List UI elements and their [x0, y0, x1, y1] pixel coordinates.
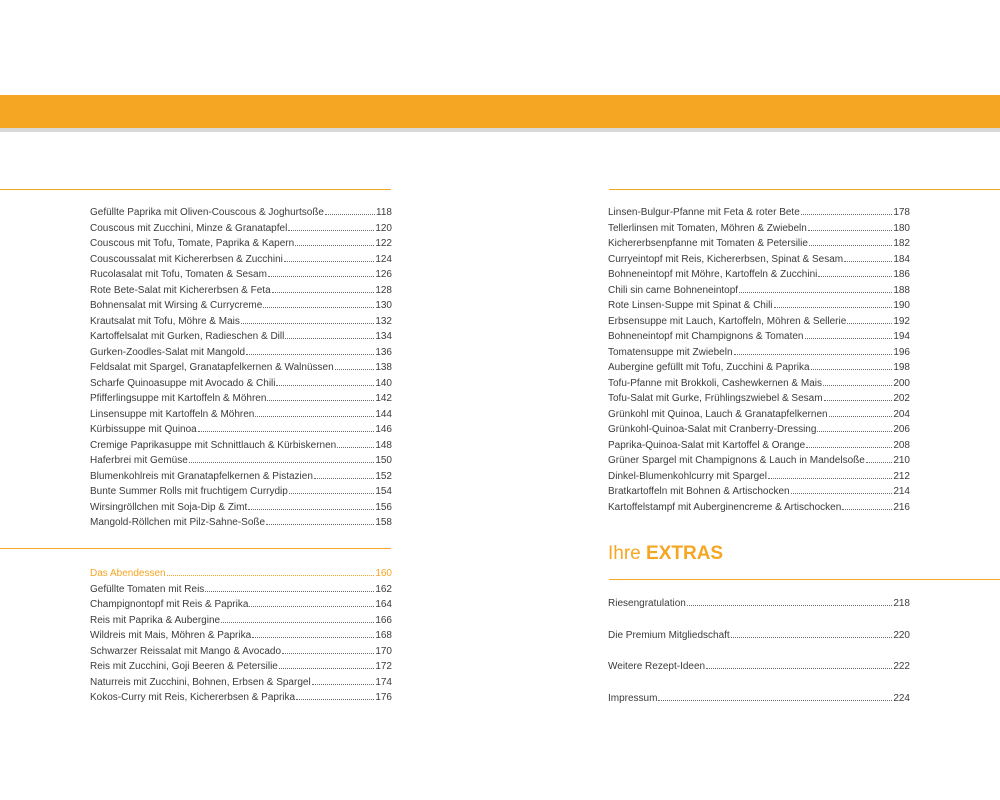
- entry-page: 186: [893, 269, 910, 280]
- entry-title: Paprika-Quinoa-Salat mit Kartoffel & Orange: [608, 439, 806, 451]
- entry-page: 166: [375, 614, 392, 626]
- entry-leader: [325, 214, 375, 215]
- entry-title: Schwarzer Reissalat mit Mango & Avocado: [90, 645, 282, 657]
- extras-entry-rezept-ideen[interactable]: [608, 661, 910, 672]
- toc-entry[interactable]: [90, 298, 392, 314]
- left-top-divider: [0, 189, 391, 190]
- entry-page: 200: [893, 377, 910, 389]
- toc-entry[interactable]: [90, 515, 392, 531]
- entry-page: 216: [893, 501, 910, 513]
- entry-page: 194: [893, 331, 910, 342]
- entry-leader: [818, 276, 892, 277]
- entry-page: 224: [893, 693, 910, 704]
- entry-title: Kichererbsenpfanne mit Tomaten & Petersilie: [608, 238, 808, 249]
- toc-entry[interactable]: [90, 659, 392, 675]
- entry-title: Bunte Summer Rolls mit fruchtigem Currydip: [90, 486, 288, 497]
- entry-title: Naturreis mit Zucchini, Bohnen, Erbsen & Spargel: [90, 676, 311, 688]
- toc-entry[interactable]: [90, 329, 392, 345]
- entry-title: Scharfe Quinoasuppe mit Avocado & Chili: [90, 377, 276, 389]
- entry-leader: [791, 493, 893, 494]
- entry-page: 170: [375, 645, 392, 657]
- entry-leader: [276, 385, 374, 386]
- entry-leader: [252, 637, 374, 638]
- toc-entry[interactable]: [608, 205, 910, 221]
- entry-leader: [808, 230, 893, 231]
- entry-title: Gurken-Zoodles-Salat mit Mangold: [90, 346, 246, 358]
- toc-entry[interactable]: [608, 236, 910, 252]
- entry-leader: [221, 622, 374, 623]
- toc-entry[interactable]: [90, 391, 392, 407]
- entry-page: 150: [375, 455, 392, 466]
- entry-title: Champignontopf mit Reis & Paprika: [90, 599, 249, 610]
- entry-title: Tofu-Pfanne mit Brokkoli, Cashewkernen & Mais: [608, 377, 822, 389]
- entry-title: Feldsalat mit Spargel, Granatapfelkernen & Walnüssen: [90, 362, 334, 373]
- toc-entry[interactable]: [90, 221, 392, 237]
- toc-entry[interactable]: [90, 376, 392, 392]
- toc-entry[interactable]: [90, 345, 392, 361]
- entry-leader: [809, 245, 892, 246]
- entry-title: Chili sin carne Bohneneintopf: [608, 284, 739, 296]
- toc-entry[interactable]: [608, 283, 910, 299]
- toc-entry[interactable]: [608, 267, 910, 283]
- toc-entry[interactable]: [90, 582, 392, 598]
- entry-page: 172: [375, 661, 392, 672]
- toc-entry[interactable]: [90, 675, 392, 691]
- entry-page: 212: [893, 470, 910, 482]
- toc-entry[interactable]: [90, 267, 392, 283]
- entry-title: Tofu-Salat mit Gurke, Frühlingszwiebel & Sesam: [608, 393, 823, 404]
- entry-page: 208: [893, 439, 910, 451]
- entry-leader: [823, 385, 892, 386]
- entry-leader: [811, 369, 893, 370]
- entry-title: Bohneneintopf mit Champignons & Tomaten: [608, 331, 804, 342]
- entry-page: 124: [375, 253, 392, 265]
- entry-leader: [289, 493, 374, 494]
- entry-title: Grünkohl mit Quinoa, Lauch & Granatapfelkernen: [608, 408, 828, 420]
- entry-leader: [266, 524, 374, 525]
- entry-leader: [284, 261, 374, 262]
- entry-page: 126: [375, 269, 392, 280]
- entry-title: Rote Bete-Salat mit Kichererbsen & Feta: [90, 284, 271, 296]
- entry-title: Grünkohl-Quinoa-Salat mit Cranberry-Dressing: [608, 424, 817, 435]
- toc-entry[interactable]: [90, 644, 392, 660]
- entry-leader: [829, 416, 893, 417]
- entry-page: 118: [376, 207, 392, 218]
- entry-page: 160: [375, 568, 392, 579]
- entry-title: Die Premium Mitgliedschaft: [608, 630, 730, 641]
- entry-page: 136: [375, 346, 392, 358]
- top-bar-shadow: [0, 128, 1000, 132]
- entry-title: Bratkartoffeln mit Bohnen & Artischocken: [608, 486, 790, 497]
- extras-heading-prefix: Ihre: [608, 543, 647, 564]
- entry-leader: [844, 261, 892, 262]
- entry-leader: [295, 245, 374, 246]
- entry-page: 188: [893, 284, 910, 296]
- entry-leader: [246, 354, 374, 355]
- entry-page: 202: [893, 393, 910, 404]
- top-accent-bar: [0, 95, 1000, 128]
- toc-entry[interactable]: [90, 252, 392, 268]
- toc-entry[interactable]: [90, 407, 392, 423]
- entry-leader: [842, 509, 892, 510]
- entry-title: Cremige Paprikasuppe mit Schnittlauch & Kürbiskernen: [90, 439, 337, 451]
- entry-leader: [267, 400, 374, 401]
- toc-entry[interactable]: [608, 438, 910, 454]
- entry-page: 146: [375, 424, 392, 435]
- right-extras-divider: [609, 579, 1000, 580]
- entry-leader: [268, 276, 374, 277]
- entry-page: 148: [375, 439, 392, 451]
- entry-title: Bohnensalat mit Wirsing & Currycreme: [90, 300, 263, 311]
- entry-leader: [205, 591, 374, 592]
- entry-title: Wirsingröllchen mit Soja-Dip & Zimt: [90, 501, 248, 513]
- toc-entry[interactable]: [90, 484, 392, 500]
- entry-title: Tomatensuppe mit Zwiebeln: [608, 346, 733, 358]
- entry-leader: [739, 292, 892, 293]
- entry-leader: [189, 462, 375, 463]
- entry-title: Wildreis mit Mais, Möhren & Paprika: [90, 630, 252, 641]
- entry-title: Weitere Rezept-Ideen: [608, 661, 706, 672]
- entry-title: Blumenkohlreis mit Granatapfelkernen & Pistazien: [90, 470, 313, 482]
- entry-leader: [687, 605, 892, 606]
- entry-title: Grüner Spargel mit Champignons & Lauch in Mandelsoße: [608, 455, 865, 466]
- toc-left-section-2: [90, 566, 392, 706]
- entry-page: 192: [893, 315, 910, 327]
- entry-page: 184: [893, 253, 910, 265]
- toc-entry[interactable]: [90, 283, 392, 299]
- toc-entry[interactable]: [608, 221, 910, 237]
- entry-page: 132: [375, 315, 392, 327]
- entry-page: 164: [375, 599, 392, 610]
- toc-entry[interactable]: [608, 329, 910, 345]
- entry-leader: [801, 214, 893, 215]
- entry-title: Kürbissuppe mit Quinoa: [90, 424, 197, 435]
- toc-entry[interactable]: [608, 484, 910, 500]
- toc-entry[interactable]: [90, 205, 392, 221]
- toc-left-section-1: [90, 205, 392, 531]
- toc-entry[interactable]: [90, 690, 392, 706]
- entry-leader: [734, 354, 893, 355]
- toc-entry[interactable]: [90, 236, 392, 252]
- entry-leader: [167, 575, 375, 576]
- entry-title: Couscoussalat mit Kichererbsen & Zucchini: [90, 253, 283, 265]
- entry-leader: [248, 509, 374, 510]
- entry-leader: [288, 230, 374, 231]
- entry-page: 128: [375, 284, 392, 296]
- entry-page: 140: [375, 377, 392, 389]
- toc-entry[interactable]: [90, 314, 392, 330]
- entry-page: 168: [375, 630, 392, 641]
- entry-title: Rote Linsen-Suppe mit Spinat & Chili: [608, 300, 773, 311]
- toc-entry[interactable]: [608, 376, 910, 392]
- toc-entry[interactable]: [608, 453, 910, 469]
- entry-leader: [817, 431, 892, 432]
- entry-title: Reis mit Zucchini, Goji Beeren & Petersilie: [90, 661, 278, 672]
- entry-page: 156: [375, 501, 392, 513]
- extras-heading: [608, 543, 723, 565]
- entry-leader: [731, 637, 893, 638]
- entry-title: Gefüllte Paprika mit Oliven-Couscous & Joghurtsoße: [90, 207, 324, 218]
- entry-page: 162: [375, 583, 392, 595]
- toc-right-section-1: [608, 205, 910, 515]
- entry-leader: [296, 699, 374, 700]
- extras-entry-riesengratulation[interactable]: [608, 598, 910, 609]
- entry-leader: [285, 338, 374, 339]
- entry-leader: [314, 478, 374, 479]
- entry-page: 220: [893, 630, 910, 641]
- entry-title: Linsensuppe mit Kartoffeln & Möhren: [90, 408, 255, 420]
- extras-entry-premium[interactable]: [608, 630, 910, 641]
- entry-title: Dinkel-Blumenkohlcurry mit Spargel: [608, 470, 767, 482]
- entry-page: 152: [375, 470, 392, 482]
- entry-page: 190: [893, 300, 910, 311]
- entry-title: Rucolasalat mit Tofu, Tomaten & Sesam: [90, 269, 267, 280]
- entry-leader: [335, 369, 375, 370]
- toc-entry[interactable]: [608, 252, 910, 268]
- extras-heading-bold: EXTRAS: [646, 543, 724, 564]
- entry-page: 130: [375, 300, 392, 311]
- entry-leader: [824, 400, 893, 401]
- entry-title: Linsen-Bulgur-Pfanne mit Feta & roter Bete: [608, 207, 800, 218]
- toc-entry[interactable]: [90, 469, 392, 485]
- entry-leader: [241, 323, 374, 324]
- entry-leader: [806, 447, 892, 448]
- toc-entry[interactable]: [608, 360, 910, 376]
- entry-leader: [279, 668, 374, 669]
- entry-page: 196: [893, 346, 910, 358]
- entry-leader: [847, 323, 892, 324]
- entry-page: 210: [893, 455, 910, 466]
- entry-page: 180: [893, 222, 910, 234]
- entry-leader: [768, 478, 892, 479]
- entry-title: Aubergine gefüllt mit Tofu, Zucchini & Paprika: [608, 362, 810, 373]
- entry-title: Kokos-Curry mit Reis, Kichererbsen & Paprika: [90, 692, 296, 703]
- entry-title: Kartoffelstampf mit Auberginencreme & Artischocken: [608, 501, 842, 513]
- entry-title: Haferbrei mit Gemüse: [90, 455, 188, 466]
- entry-title: Kartoffelsalat mit Gurken, Radieschen & Dill: [90, 331, 285, 342]
- toc-entry[interactable]: [90, 628, 392, 644]
- entry-title: Mangold-Röllchen mit Pilz-Sahne-Soße: [90, 517, 266, 528]
- entry-page: 214: [893, 486, 910, 497]
- extras-entry-impressum[interactable]: [608, 693, 910, 704]
- entry-title: Erbsensuppe mit Lauch, Kartoffeln, Möhren & Sellerie: [608, 315, 847, 327]
- entry-title: Curryeintopf mit Reis, Kichererbsen, Spinat & Sesam: [608, 253, 844, 265]
- entry-title: Tellerlinsen mit Tomaten, Möhren & Zwiebeln: [608, 222, 807, 234]
- entry-leader: [272, 292, 375, 293]
- entry-page: 204: [893, 408, 910, 420]
- toc-entry[interactable]: [90, 597, 392, 613]
- entry-leader: [312, 684, 375, 685]
- entry-leader: [282, 653, 374, 654]
- toc-entry[interactable]: [90, 438, 392, 454]
- entry-leader: [337, 447, 374, 448]
- toc-entry[interactable]: [608, 407, 910, 423]
- entry-page: 178: [893, 207, 910, 218]
- entry-page: 222: [893, 661, 910, 672]
- entry-page: 198: [893, 362, 910, 373]
- toc-entry[interactable]: [608, 469, 910, 485]
- entry-title: Riesengratulation: [608, 598, 686, 609]
- entry-leader: [198, 431, 375, 432]
- entry-title: Krautsalat mit Tofu, Möhre & Mais: [90, 315, 240, 327]
- toc-entry[interactable]: [608, 391, 910, 407]
- toc-entry[interactable]: [608, 500, 910, 516]
- toc-entry[interactable]: [90, 453, 392, 469]
- entry-page: 122: [375, 238, 392, 249]
- entry-page: 182: [893, 238, 910, 249]
- toc-entry[interactable]: [608, 314, 910, 330]
- entry-leader: [255, 416, 374, 417]
- entry-leader: [774, 307, 893, 308]
- entry-leader: [249, 606, 374, 607]
- entry-title: Impressum: [608, 693, 658, 704]
- entry-page: 174: [375, 676, 392, 688]
- entry-title: Das Abendessen: [90, 568, 166, 579]
- entry-page: 176: [375, 692, 392, 703]
- left-mid-divider: [0, 548, 391, 549]
- entry-page: 142: [375, 393, 392, 404]
- entry-title: Gefüllte Tomaten mit Reis: [90, 583, 205, 595]
- entry-leader: [263, 307, 374, 308]
- toc-entry[interactable]: [608, 345, 910, 361]
- entry-leader: [866, 462, 893, 463]
- entry-page: 158: [375, 517, 392, 528]
- entry-page: 120: [375, 222, 392, 234]
- entry-title: Bohneneintopf mit Möhre, Kartoffeln & Zucchini: [608, 269, 818, 280]
- entry-page: 144: [375, 408, 392, 420]
- entry-leader: [658, 700, 892, 701]
- entry-page: 154: [375, 486, 392, 497]
- entry-page: 206: [893, 424, 910, 435]
- entry-page: 218: [893, 598, 910, 609]
- entry-title: Couscous mit Zucchini, Minze & Granatapfel: [90, 222, 288, 234]
- toc-entry[interactable]: [90, 422, 392, 438]
- toc-entry[interactable]: [90, 360, 392, 376]
- entry-page: 138: [375, 362, 392, 373]
- entry-page: 134: [375, 331, 392, 342]
- entry-leader: [706, 668, 892, 669]
- entry-title: Couscous mit Tofu, Tomate, Paprika & Kapern: [90, 238, 295, 249]
- entry-leader: [805, 338, 893, 339]
- entry-title: Pfifferlingsuppe mit Kartoffeln & Möhren: [90, 393, 267, 404]
- toc-entry[interactable]: [608, 298, 910, 314]
- entry-title: Reis mit Paprika & Aubergine: [90, 614, 221, 626]
- toc-entry[interactable]: [90, 613, 392, 629]
- toc-chapter-heading[interactable]: [90, 566, 392, 582]
- toc-entry[interactable]: [90, 500, 392, 516]
- right-top-divider: [609, 189, 1000, 190]
- toc-entry[interactable]: [608, 422, 910, 438]
